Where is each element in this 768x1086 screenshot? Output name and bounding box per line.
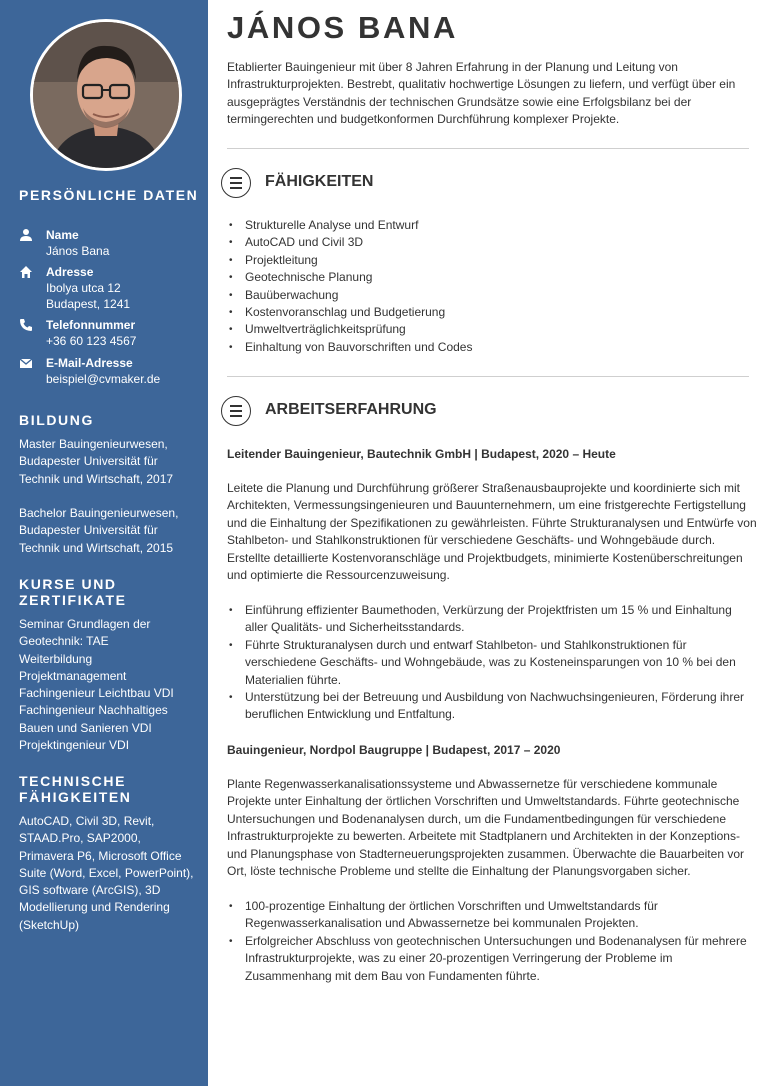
experience-heading: ARBEITSERFAHRUNG [265,401,437,418]
skill-item: • Einhaltung von Bauvorschriften und Codes [227,339,757,356]
skills-heading: FÄHIGKEITEN [265,173,374,190]
personal-email-label: E-Mail-Adresse [46,356,133,370]
tech-skills-text: AutoCAD, Civil 3D, Revit, STAAD.Pro, SAP2000, Primavera P6, Microsoft Office Suite (Word, Excel, PowerPoint), GIS software (ArcGIS), 3D Modellierung und Rendering (SketchUp) [19,814,194,932]
job-bullet: • Einführung effizienter Baumethoden, Verkürzung der Projektfristen um 15 % und Einhaltung aller Qualitäts- und Sicherheitsstandards. [227,602,757,637]
list-icon [221,168,251,198]
personal-address-label: Adresse [46,265,94,279]
skills-list [227,217,757,356]
skill-item: • Kostenvoranschlag und Budgetierung [227,304,757,321]
skill-item: • AutoCAD und Civil 3D [227,234,757,251]
skill-item: • Strukturelle Analyse und Entwurf [227,217,757,234]
skill-item: • Projektleitung [227,252,757,269]
job-bullets [227,602,757,724]
list-icon [221,396,251,426]
person-name: JÁNOS BANA [227,10,458,45]
personal-data-heading: PERSÖNLICHE DATEN [19,187,199,203]
job-bullet: • 100-prozentige Einhaltung der örtlichen Vorschriften und Umweltstandards für Regenwasserkanalisation und Abwassernetze bei kommunalen Projekten. [227,898,757,933]
home-icon [19,265,33,279]
personal-email-value: beispiel@cvmaker.de [46,372,161,386]
courses-list: Seminar Grundlagen der Geotechnik: TAE Weiterbildung Projektmanagement Fachingenieur Leichtbau VDI Fachingenieur Nachhaltiges Bauen und Sanieren VDI Projektingenieur VDI [19,617,174,753]
section-divider [227,376,749,377]
person-icon [19,228,33,242]
personal-address-value: Ibolya utca 12 Budapest, 1241 [46,281,131,311]
mail-icon [19,356,33,370]
education-entry: Master Bauingenieurwesen, Budapester Universität für Technik und Wirtschaft, 2017 [19,437,174,486]
profile-summary: Etablierter Bauingenieur mit über 8 Jahren Erfahrung in der Planung und Leitung von Infrastrukturprojekten. Bestrebt, qualitativ hochwertige Lösungen zu liefern, und verfügt über ein ausgeprägtes Verständnis der technischen Grundsätze sowie eine Erfolgsbilanz bei der termingerechten und budgetkonformen Durchführung komplexer Projekte. [227,60,736,127]
personal-name-label: Name [46,228,79,242]
tech-skills-heading: TECHNISCHE FÄHIGKEITEN [19,773,132,805]
job-title: Bauingenieur, Nordpol Baugruppe | Budapest, 2017 – 2020 [227,743,561,757]
personal-phone-label: Telefonnummer [46,318,136,332]
section-divider [227,148,749,149]
profile-photo [30,19,182,171]
job-description: Plante Regenwasserkanalisationssysteme und Abwassernetze für verschiedene kommunale Projekte unter Einhaltung der örtlichen Vorschriften und Umweltstandards. Führte geotechnische Untersuchungen und Bodenanalysen durch, um die Fundamentbedingungen für verschiedene Infrastrukturprojekte zu bewerten. Arbeitete mit Stadtplanern und Architekten in der Konzeptions- und Planungsphase von Stadterneuerungsprojekten zusammen. Überwachte die Bauarbeiten vor Ort, löste technische Probleme und stellte die Einhaltung der Planungsvorgaben sicher. [227,777,744,879]
job-bullet: • Unterstützung bei der Betreuung und Ausbildung von Nachwuchsingenieuren, Förderung ihrer beruflichen Entwicklung und Entfaltung. [227,689,757,724]
personal-name-value: János Bana [46,244,110,258]
job-bullet: • Führte Strukturanalysen durch und entwarf Stahlbeton- und Stahlkonstruktionen für verschiedene Geschäfts- und Wohngebäude, was zu Kosteneinsparungen von 10 % bei den Materialien führte. [227,637,757,689]
courses-heading: KURSE UND ZERTIFIKATE [19,576,127,608]
phone-icon [19,318,33,332]
job-title: Leitender Bauingenieur, Bautechnik GmbH | Budapest, 2020 – Heute [227,447,616,461]
skill-item: • Geotechnische Planung [227,269,757,286]
job-bullet: • Erfolgreicher Abschluss von geotechnischen Untersuchungen und Bodenanalysen für mehrere Infrastrukturprojekte, was zu einer 20-prozentigen Verringerung der Probleme im Zusammenhang mit dem Bau von Fundamenten führte. [227,933,757,985]
education-heading: BILDUNG [19,412,94,428]
personal-phone-value: +36 60 123 4567 [46,334,137,348]
skill-item: • Umweltverträglichkeitsprüfung [227,321,757,338]
job-description: Leitete die Planung und Durchführung größerer Straßenausbauprojekte und koordinierte sich mit Architekten, Vermessungsingenieuren und Bauunternehmern, um eine fristgerechte Fertigstellung und die Einhaltung der Spezifikationen zu gewährleisten. Führte Strukturanalysen und Entwürfe von Stahlbeton- und Stahlkonstruktionen für verschiedene Geschäfts- und Wohngebäude durch. Erstellte detaillierte Kostenvoranschläge und Projektbudgets, minimierte Kostenüberschreitungen und optimierte die Ressourcenzuweisung. [227,481,757,583]
skill-item: • Bauüberwachung [227,287,757,304]
job-bullets [227,898,757,985]
education-entry: Bachelor Bauingenieurwesen, Budapester Universität für Technik und Wirtschaft, 2015 [19,506,179,555]
sidebar [0,0,208,1086]
profile-photo-illustration [33,22,179,168]
